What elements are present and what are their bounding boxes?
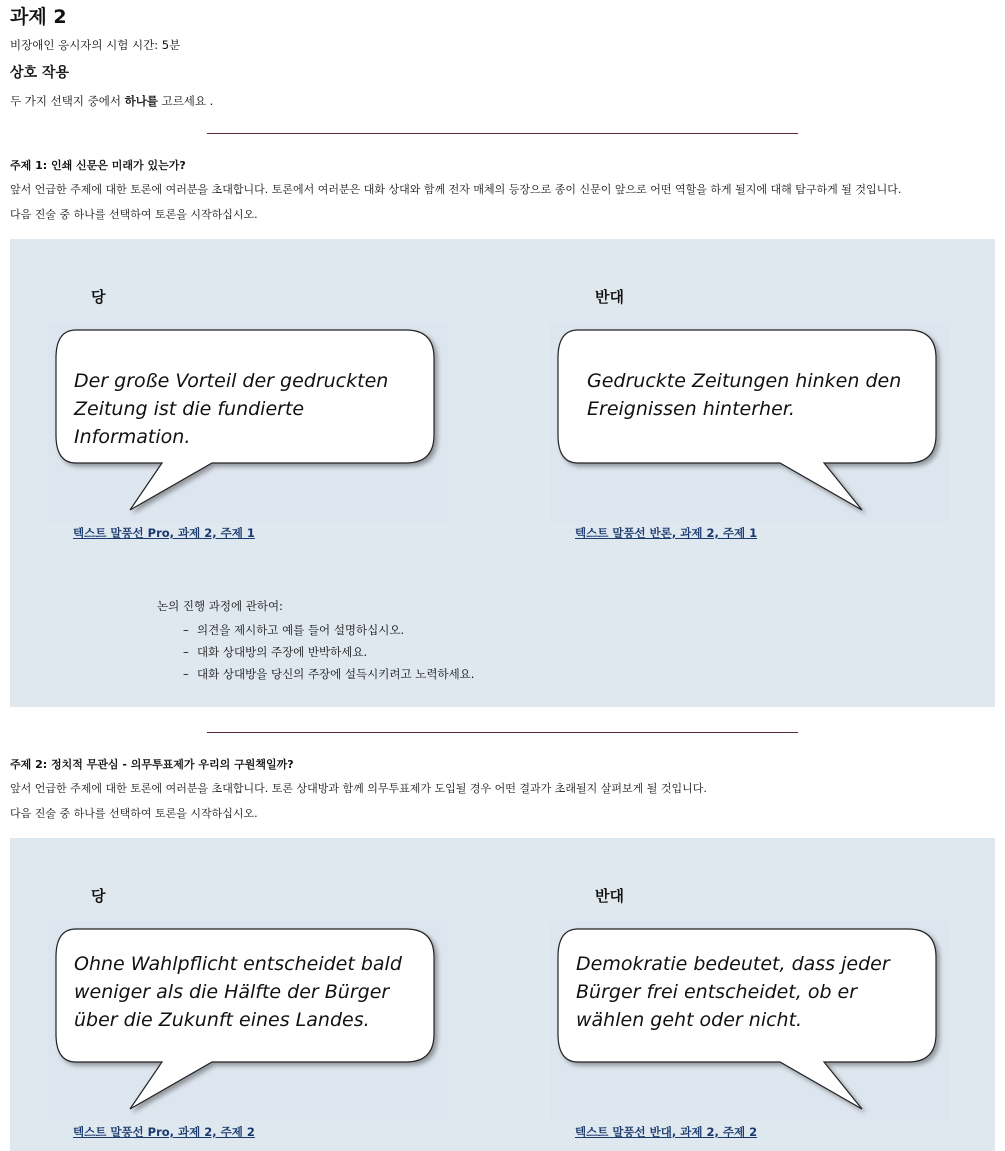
guidance-intro: 논의 진행 과정에 관하여: xyxy=(157,599,283,613)
guidance-item: – 대화 상대방의 주장에 반박하세요. xyxy=(183,643,474,665)
contra-speech-bubble xyxy=(550,322,950,522)
pro-label: 당 xyxy=(91,288,106,306)
contra-statement: Demokratie bedeutet, dass jeder Bürger frei entscheidet, ob er wählen geht oder nicht. xyxy=(576,953,890,1031)
contra-statement: Gedruckte Zeitungen hinken den Ereignissen hinterher. xyxy=(587,370,902,420)
contra-label: 반대 xyxy=(595,288,624,306)
pro-speech-bubble xyxy=(48,322,448,522)
pro-statement: Der große Vorteil der gedruckten Zeitung ist die fundierte Information. xyxy=(74,370,389,448)
topic-2-description: 앞서 언급한 주제에 대한 토론에 여러분을 초대합니다. 토론 상대방과 함께 의무투표제가 도입될 경우 어떤 결과가 초래될지 살펴보게 될 것입니다. xyxy=(10,782,707,795)
guidance-item: – 의견을 제시하고 예를 들어 설명하십시오. xyxy=(183,621,474,643)
pro-speech-bubble xyxy=(48,921,448,1121)
choose-bold: 하나를 xyxy=(124,94,158,108)
discussion-guidance xyxy=(157,597,474,687)
pro-label: 당 xyxy=(91,887,106,905)
pro-bubble-link[interactable]: 텍스트 말풍선 Pro, 과제 2, 주제 2 xyxy=(73,1125,255,1139)
divider-1 xyxy=(207,133,798,134)
contra-bubble-link[interactable]: 텍스트 말풍선 반론, 과제 2, 주제 1 xyxy=(575,526,758,540)
choose-instruction xyxy=(10,93,213,109)
contra-bubble-link[interactable]: 텍스트 말풍선 반대, 과제 2, 주제 2 xyxy=(575,1125,758,1139)
topic-2-panel xyxy=(10,838,995,1151)
choose-suffix: 고르세요 . xyxy=(157,94,214,108)
topic-1-choose-text: 다음 진술 중 하나를 선택하여 토론을 시작하십시오. xyxy=(10,208,258,221)
choose-prefix: 두 가지 선택지 중에서 xyxy=(10,94,125,108)
topic-1-title: 주제 1: 인쇄 신문은 미래가 있는가? xyxy=(10,159,186,172)
guidance-list xyxy=(183,621,474,687)
interaction-heading: 상호 작용 xyxy=(10,65,69,81)
guidance-item: – 대화 상대방을 당신의 주장에 설득시키려고 노력하세요. xyxy=(183,665,474,687)
time-note: 비장애인 응시자의 시험 시간: 5분 xyxy=(10,38,181,52)
divider-2 xyxy=(207,732,798,733)
contra-label: 반대 xyxy=(595,887,624,905)
pro-bubble-link[interactable]: 텍스트 말풍선 Pro, 과제 2, 주제 1 xyxy=(73,526,255,540)
pro-statement: Ohne Wahlpflicht entscheidet bald weniger als die Hälfte der Bürger über die Zukunft eines Landes. xyxy=(74,953,402,1031)
topic-2-choose-text: 다음 진술 중 하나를 선택하여 토론을 시작하십시오. xyxy=(10,807,258,820)
topic-1-panel xyxy=(10,239,995,707)
topic-2-title: 주제 2: 정치적 무관심 - 의무투표제가 우리의 구원책일까? xyxy=(10,758,294,771)
contra-speech-bubble xyxy=(550,921,950,1121)
topic-1-description: 앞서 언급한 주제에 대한 토론에 여러분을 초대합니다. 토론에서 여러분은 대화 상대와 함께 전자 매체의 등장으로 종이 신문이 앞으로 어떤 역할을 하게 될지에 대해 탐구하게 될 것입니다. xyxy=(10,183,902,196)
task-title: 과제 2 xyxy=(10,6,67,28)
